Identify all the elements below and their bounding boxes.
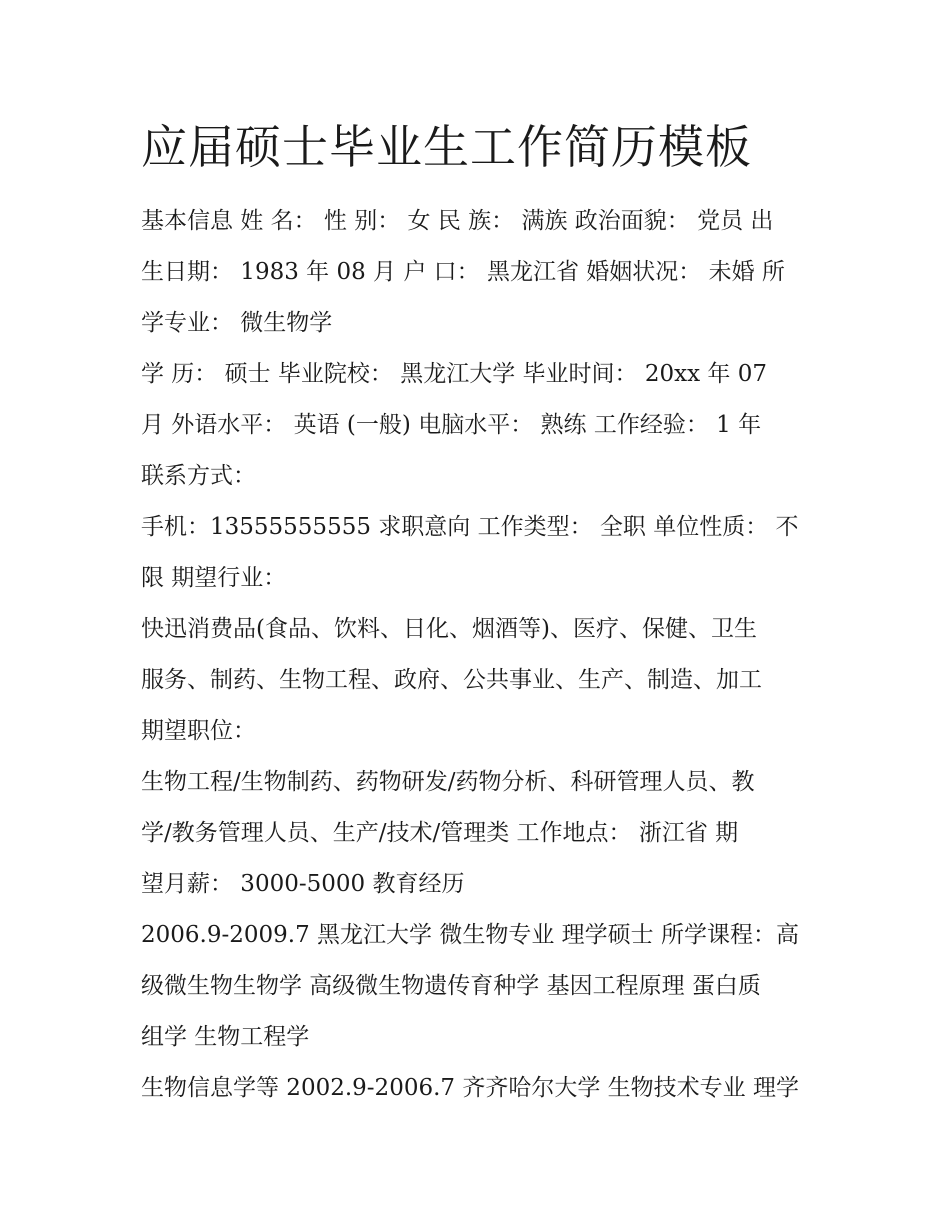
body-line: 快迅消费品(食品、饮料、日化、烟酒等)、医疗、保健、卫生 — [141, 616, 757, 642]
body-line: 联系方式： — [141, 463, 256, 489]
body-line: 学专业： 微生物学 — [141, 310, 333, 336]
body-line: 学 历： 硕士 毕业院校： 黑龙江大学 毕业时间： 20xx 年 07 — [141, 361, 767, 387]
body-line: 组学 生物工程学 — [141, 1024, 310, 1050]
body-line: 服务、制药、生物工程、政府、公共事业、生产、制造、加工 — [141, 667, 762, 693]
body-line: 基本信息 姓 名： 性 别： 女 民 族： 满族 政治面貌： 党员 出 — [141, 208, 774, 234]
body-line: 望月薪： 3000-5000 教育经历 — [141, 871, 465, 897]
body-line: 生物工程/生物制药、药物研发/药物分析、科研管理人员、教 — [141, 769, 755, 795]
body-line: 级微生物生物学 高级微生物遗传育种学 基因工程原理 蛋白质 — [141, 973, 761, 999]
document-body — [141, 196, 821, 1114]
body-line: 2006.9-2009.7 黑龙江大学 微生物专业 理学硕士 所学课程：高 — [141, 922, 799, 948]
body-line: 生物信息学等 2002.9-2006.7 齐齐哈尔大学 生物技术专业 理学 — [141, 1075, 799, 1101]
body-line: 手机：13555555555 求职意向 工作类型： 全职 单位性质： 不 — [141, 514, 799, 540]
body-line: 生日期： 1983 年 08 月 户 口： 黑龙江省 婚姻状况： 未婚 所 — [141, 259, 785, 285]
body-line: 月 外语水平： 英语 (一般) 电脑水平： 熟练 工作经验： 1 年 — [141, 412, 762, 438]
body-line: 限 期望行业： — [141, 565, 287, 591]
document-title: 应届硕士毕业生工作简历模板 — [141, 120, 752, 174]
body-line: 期望职位： — [141, 718, 256, 744]
body-line: 学/教务管理人员、生产/技术/管理类 工作地点： 浙江省 期 — [141, 820, 739, 846]
